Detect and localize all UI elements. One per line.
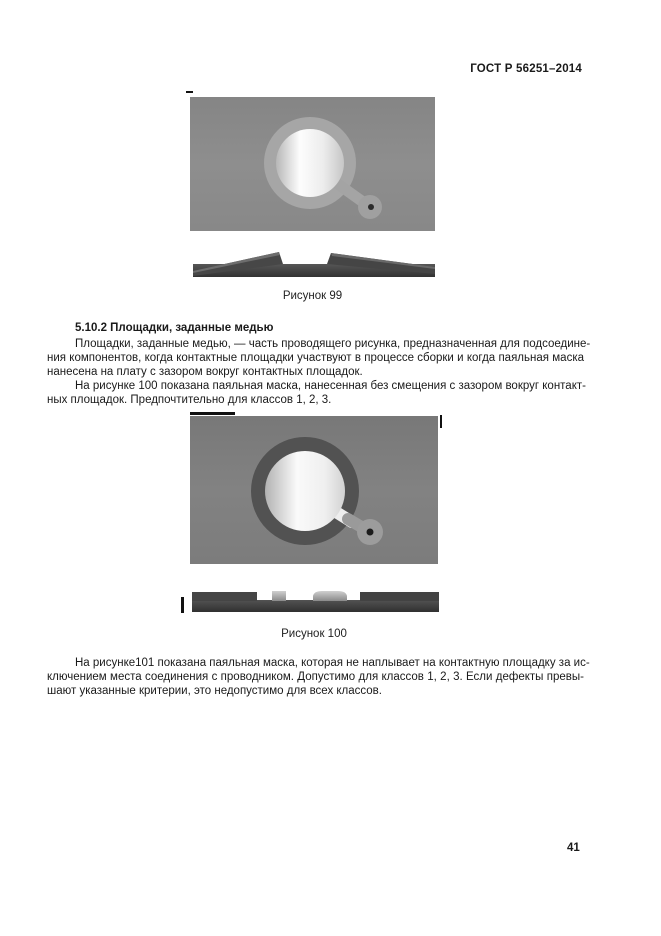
section-heading: 5.10.2 Площадки, заданные медью — [75, 322, 274, 334]
pad-circle — [265, 451, 345, 531]
via-hole — [368, 204, 374, 210]
paragraph-line: ния компонентов, когда контактные площадки участвуют в процессе сборки и когда паяльная маска — [47, 352, 584, 364]
substrate-bar — [192, 600, 439, 612]
figure-99-caption: Рисунок 99 — [282, 290, 343, 302]
paragraph-line: На рисунке101 показана паяльная маска, которая не наплывает на контактную площадку за ис- — [75, 657, 590, 669]
mask-segment-left — [192, 592, 257, 601]
paragraph-line: ных площадок. Предпочтительно для классов 1, 2, 3. — [47, 394, 332, 406]
figure-100-cross-section — [192, 584, 439, 614]
paragraph-figure-101 — [47, 656, 590, 698]
page-number: 41 — [567, 842, 580, 854]
document-code: ГОСТ Р 56251–2014 — [470, 63, 582, 75]
crop-mark — [181, 597, 184, 613]
pad-circle — [276, 129, 344, 197]
paragraph-line: На рисунке 100 показана паяльная маска, нанесенная без смещения с зазором вокруг контакт- — [75, 380, 586, 392]
crop-mark — [440, 415, 442, 428]
paragraph-line: Площадки, заданные медью, — часть проводящего рисунка, предназначенная для подсоедине- — [75, 338, 591, 350]
crop-mark — [190, 412, 235, 415]
figure-100-caption: Рисунок 100 — [281, 628, 347, 640]
paragraph-line: нанесена на плату с зазором вокруг контактных площадок. — [47, 366, 363, 378]
paragraph-line: ключением места соединения с проводником. Допустимо для классов 1, 2, 3. Если дефекты превы- — [47, 671, 584, 683]
solder-bump-small — [272, 591, 286, 601]
paragraph-line: шают указанные критерии, это недопустимо для всех классов. — [47, 685, 382, 697]
via-hole — [367, 529, 374, 536]
crop-mark — [186, 91, 193, 93]
figure-100-photo — [190, 416, 438, 564]
solder-dome — [313, 591, 347, 601]
figure-99-cross-section — [191, 247, 437, 279]
figure-99-photo — [190, 97, 435, 231]
mask-segment-right — [360, 592, 439, 601]
section-5-10-2 — [47, 321, 591, 407]
